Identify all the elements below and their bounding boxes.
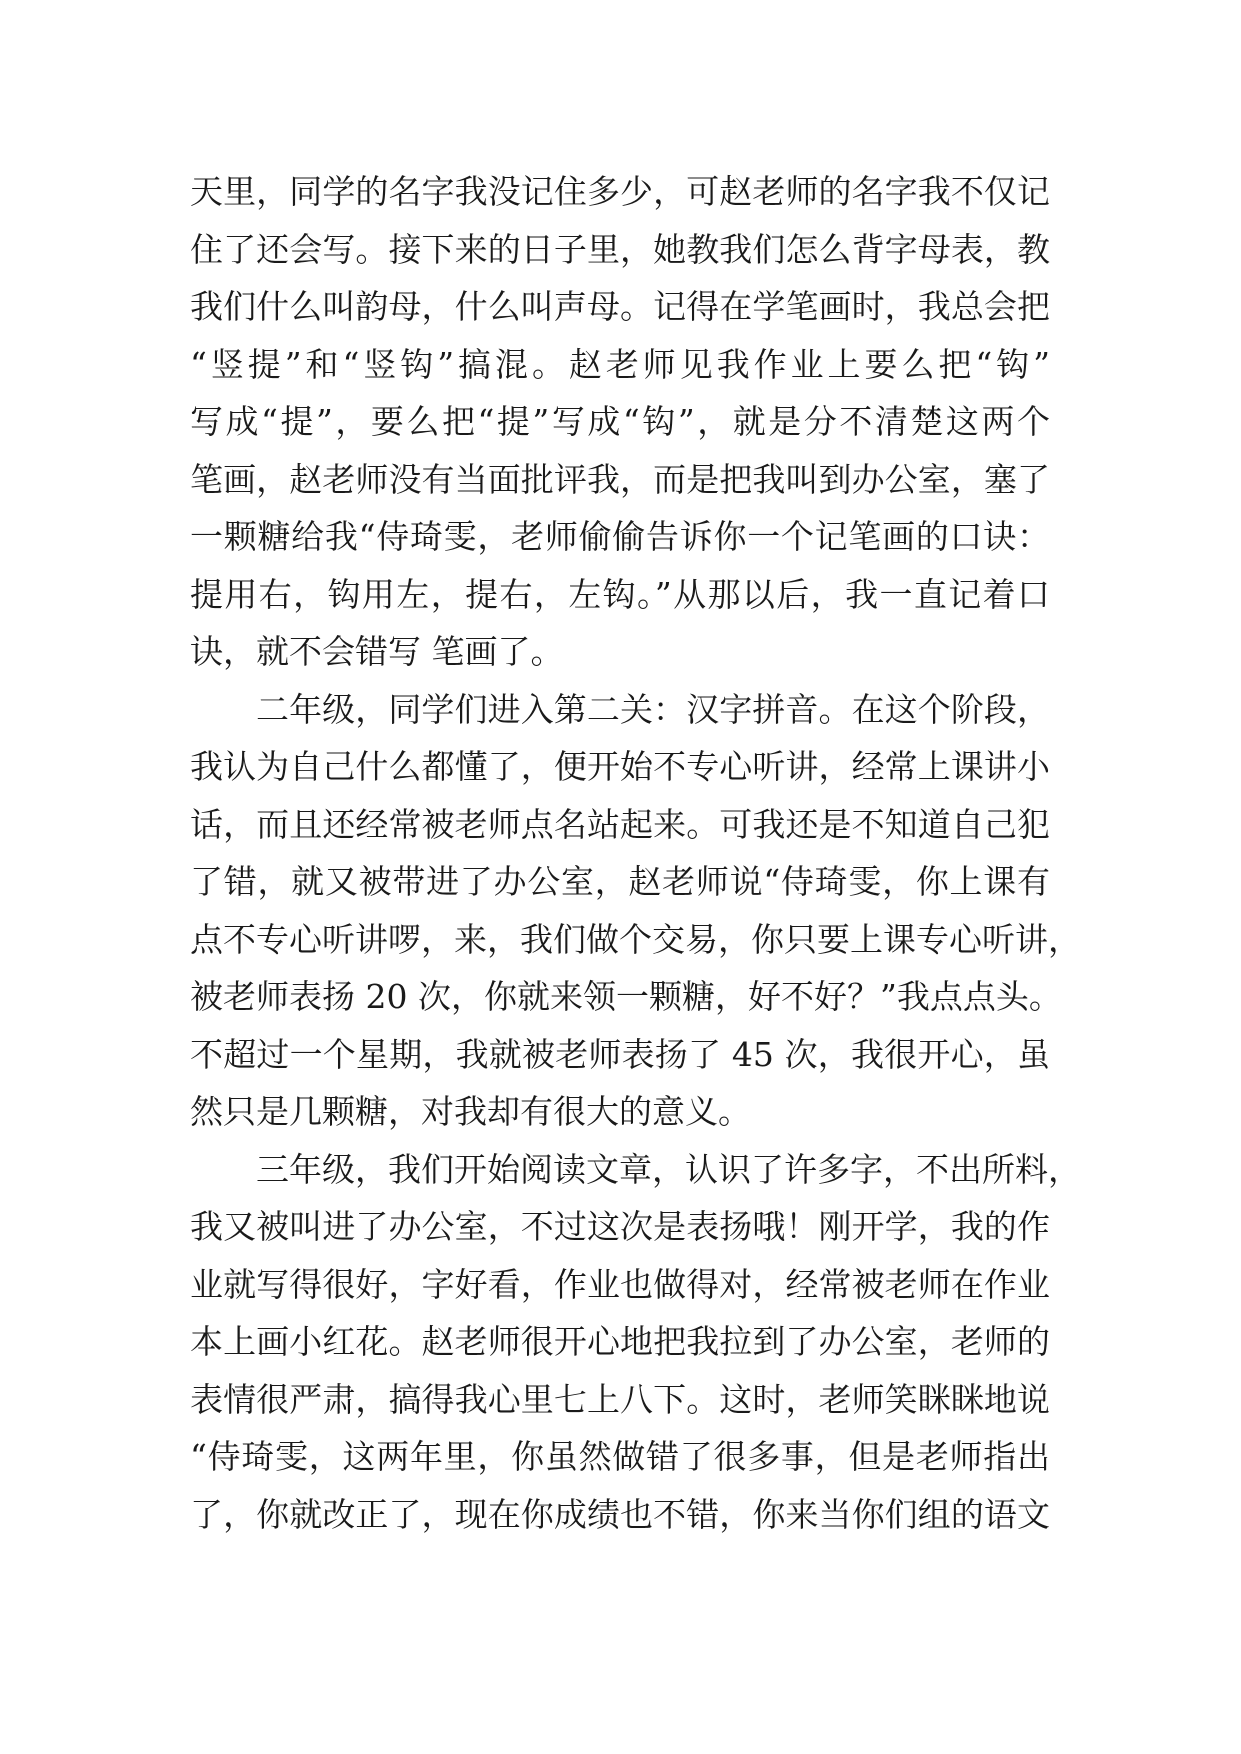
text-line: 本上画小红花。赵老师很开心地把我拉到了办公室，老师的 (190, 1322, 1050, 1361)
text-line: “侍琦雯，这两年里，你虽然做错了很多事，但是老师指出 (190, 1437, 1050, 1476)
text-line: 我又被叫进了办公室，不过这次是表扬哦！刚开学，我的作 (190, 1207, 1050, 1246)
text-line: 话，而且还经常被老师点名站起来。可我还是不知道自己犯 (190, 804, 1050, 844)
text-line: 点不专心听讲啰，来，我们做个交易，你只要上课专心听讲， (190, 919, 1081, 959)
text-line: 天里，同学的名字我没记住多少，可赵老师的名字我不仅记 (190, 172, 1050, 211)
document-body (190, 163, 1081, 1543)
text-line: 然只是几颗糖，对我却有很大的意义。 (190, 1092, 751, 1131)
text-line: 一颗糖给我“侍琦雯，老师偷偷告诉你一个记笔画的口诀： (190, 517, 1050, 556)
paragraph-1 (190, 163, 1050, 681)
paragraph-3 (190, 1141, 1081, 1544)
text-line: 诀，就不会错写 笔画了。 (190, 632, 564, 671)
text-line: 不超过一个星期，我就被老师表扬了 45 次，我很开心，虽 (190, 1034, 1050, 1074)
text-line: 表情很严肃，搞得我心里七上八下。这时，老师笑眯眯地说 (190, 1379, 1050, 1419)
text-line: 了错，就又被带进了办公室，赵老师说“侍琦雯，你上课有 (190, 862, 1050, 901)
text-line: “竖提”和“竖钩”搞混。赵老师见我作业上要么把“钩” (190, 344, 1050, 384)
text-line: 我们什么叫韵母，什么叫声母。记得在学笔画时，我总会把 (190, 287, 1050, 326)
text-line: 住了还会写。接下来的日子里，她教我们怎么背字母表，教 (190, 229, 1050, 269)
text-line: 三年级，我们开始阅读文章，认识了许多字，不出所料， (256, 1149, 1081, 1189)
text-line: 提用右，钩用左，提右，左钩。”从那以后，我一直记着口 (190, 574, 1050, 614)
text-line: 笔画，赵老师没有当面批评我，而是把我叫到办公室，塞了 (190, 459, 1050, 499)
text-line: 业就写得很好，字好看，作业也做得对，经常被老师在作业 (190, 1264, 1050, 1304)
paragraph-2 (190, 681, 1081, 1141)
text-line: 写成“提”，要么把“提”写成“钩”，就是分不清楚这两个 (190, 402, 1050, 441)
text-line: 我认为自己什么都懂了，便开始不专心听讲，经常上课讲小 (190, 747, 1050, 786)
text-line: 了，你就改正了，现在你成绩也不错，你来当你们组的语文 (190, 1494, 1050, 1534)
text-line: 被老师表扬 20 次，你就来领一颗糖，好不好？”我点点头。 (190, 977, 1062, 1016)
text-line: 二年级，同学们进入第二关：汉字拼音。在这个阶段， (256, 689, 1050, 729)
